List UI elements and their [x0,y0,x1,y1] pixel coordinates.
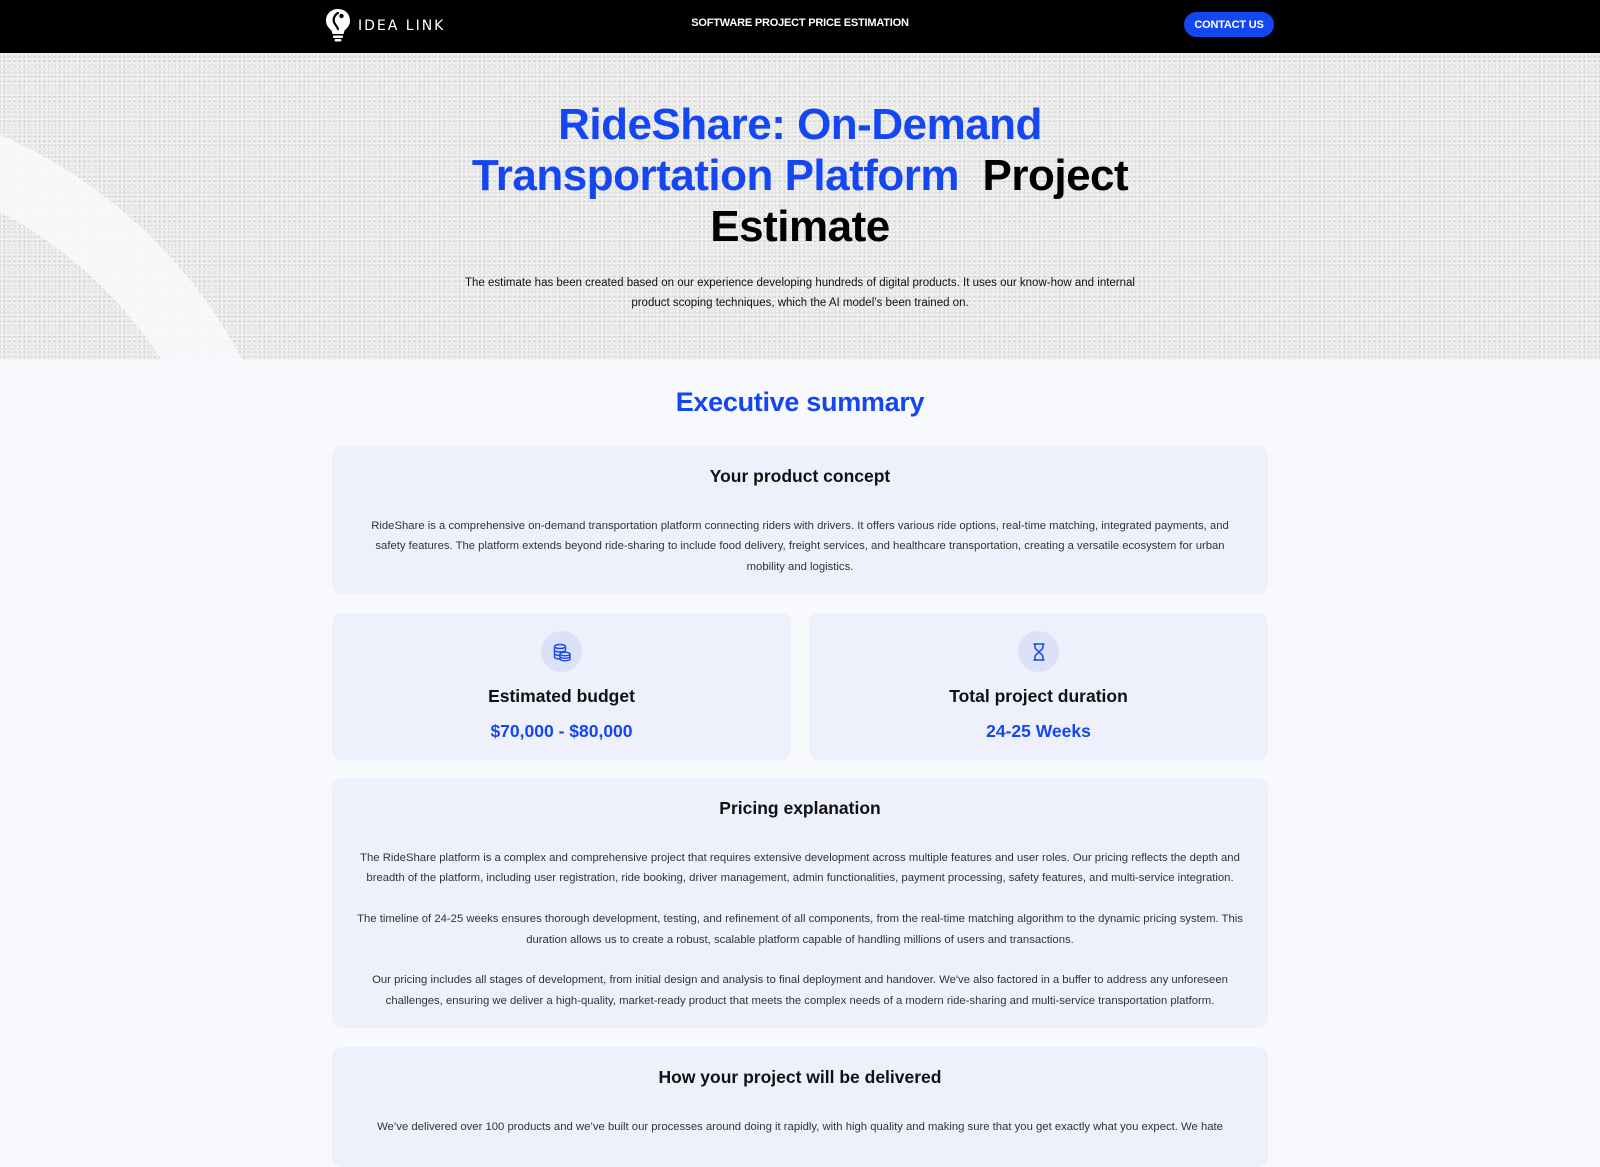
product-concept-text: RideShare is a comprehensive on-demand transportation platform connecting riders with drivers. It offers various ride options, real-time matching, integrated payments, and safety features. The platform extends beyond ride-sharing to include food delivery, freight services, and healthcare transportation, creating a versatile ecosystem for urban mobility and logistics. [371,520,1229,573]
executive-summary-heading: Executive summary [675,387,925,417]
contact-us-button[interactable]: CONTACT US [1184,12,1274,37]
project-duration-card [809,613,1268,760]
product-concept-title: Your product concept [709,466,891,486]
hero-description-line-2: product scoping techniques, which the AI model’s been trained on. [631,297,969,309]
estimated-budget-card [332,613,791,760]
pricing-explanation-card [332,778,1268,1028]
estimated-budget-title: Estimated budget [488,686,635,706]
top-bar [0,0,1600,53]
title-suffix-line-2: Estimate [710,202,890,251]
page-title [0,99,1600,252]
product-concept-card [332,446,1268,594]
title-product-name-line-2: Transportation Platform [471,151,960,200]
pricing-paragraph: The timeline of 24-25 weeks ensures thorough development, testing, and refinement of all components, from the real-time matching algorithm to the dynamic pricing system. This duration allows us to create a robust, scalable platform capable of handling millions of users and transactions. [357,913,1243,946]
hero-description [460,273,1140,313]
pricing-paragraph: Our pricing includes all stages of development, from initial design and analysis to final deployment and handover. We've also factored in a buffer to address any unforeseen challenges, ensuring we deliver a high-quality, market-ready product that meets the complex needs of a modern ride-sharing and multi-service transportation platform. [372,974,1228,1007]
hero-description-line-1: The estimate has been created based on our experience developing hundreds of digital products. It uses our know-how and internal [465,277,1135,289]
coins-icon [541,631,582,672]
project-delivery-text: We’ve delivered over 100 products and we’ve built our processes around doing it rapidly, with high quality and making sure that you get exactly what you expect. We hate [377,1121,1223,1133]
pricing-explanation-title: Pricing explanation [719,798,881,818]
project-duration-value: 24-25 Weeks [986,721,1091,741]
logo-text: IDEA LINK [358,18,446,34]
estimated-budget-value: $70,000 - $80,000 [490,721,633,741]
nav-title: SOFTWARE PROJECT PRICE ESTIMATION [691,17,909,29]
project-delivery-title: How your project will be delivered [658,1067,942,1087]
project-delivery-card [332,1047,1268,1167]
pricing-paragraph: The RideShare platform is a complex and comprehensive project that requires extensive development across multiple features and user roles. Our pricing reflects the depth and breadth of the platform, including user registration, ride booking, driver management, admin functionalities, payment processing, safety features, and multi-service integration. [360,852,1240,885]
project-duration-title: Total project duration [949,686,1128,706]
title-suffix-line-1: Project [982,151,1129,200]
title-product-name-line-1: RideShare: On-Demand [558,100,1042,149]
hero-section [0,53,1600,360]
hourglass-icon [1018,631,1059,672]
